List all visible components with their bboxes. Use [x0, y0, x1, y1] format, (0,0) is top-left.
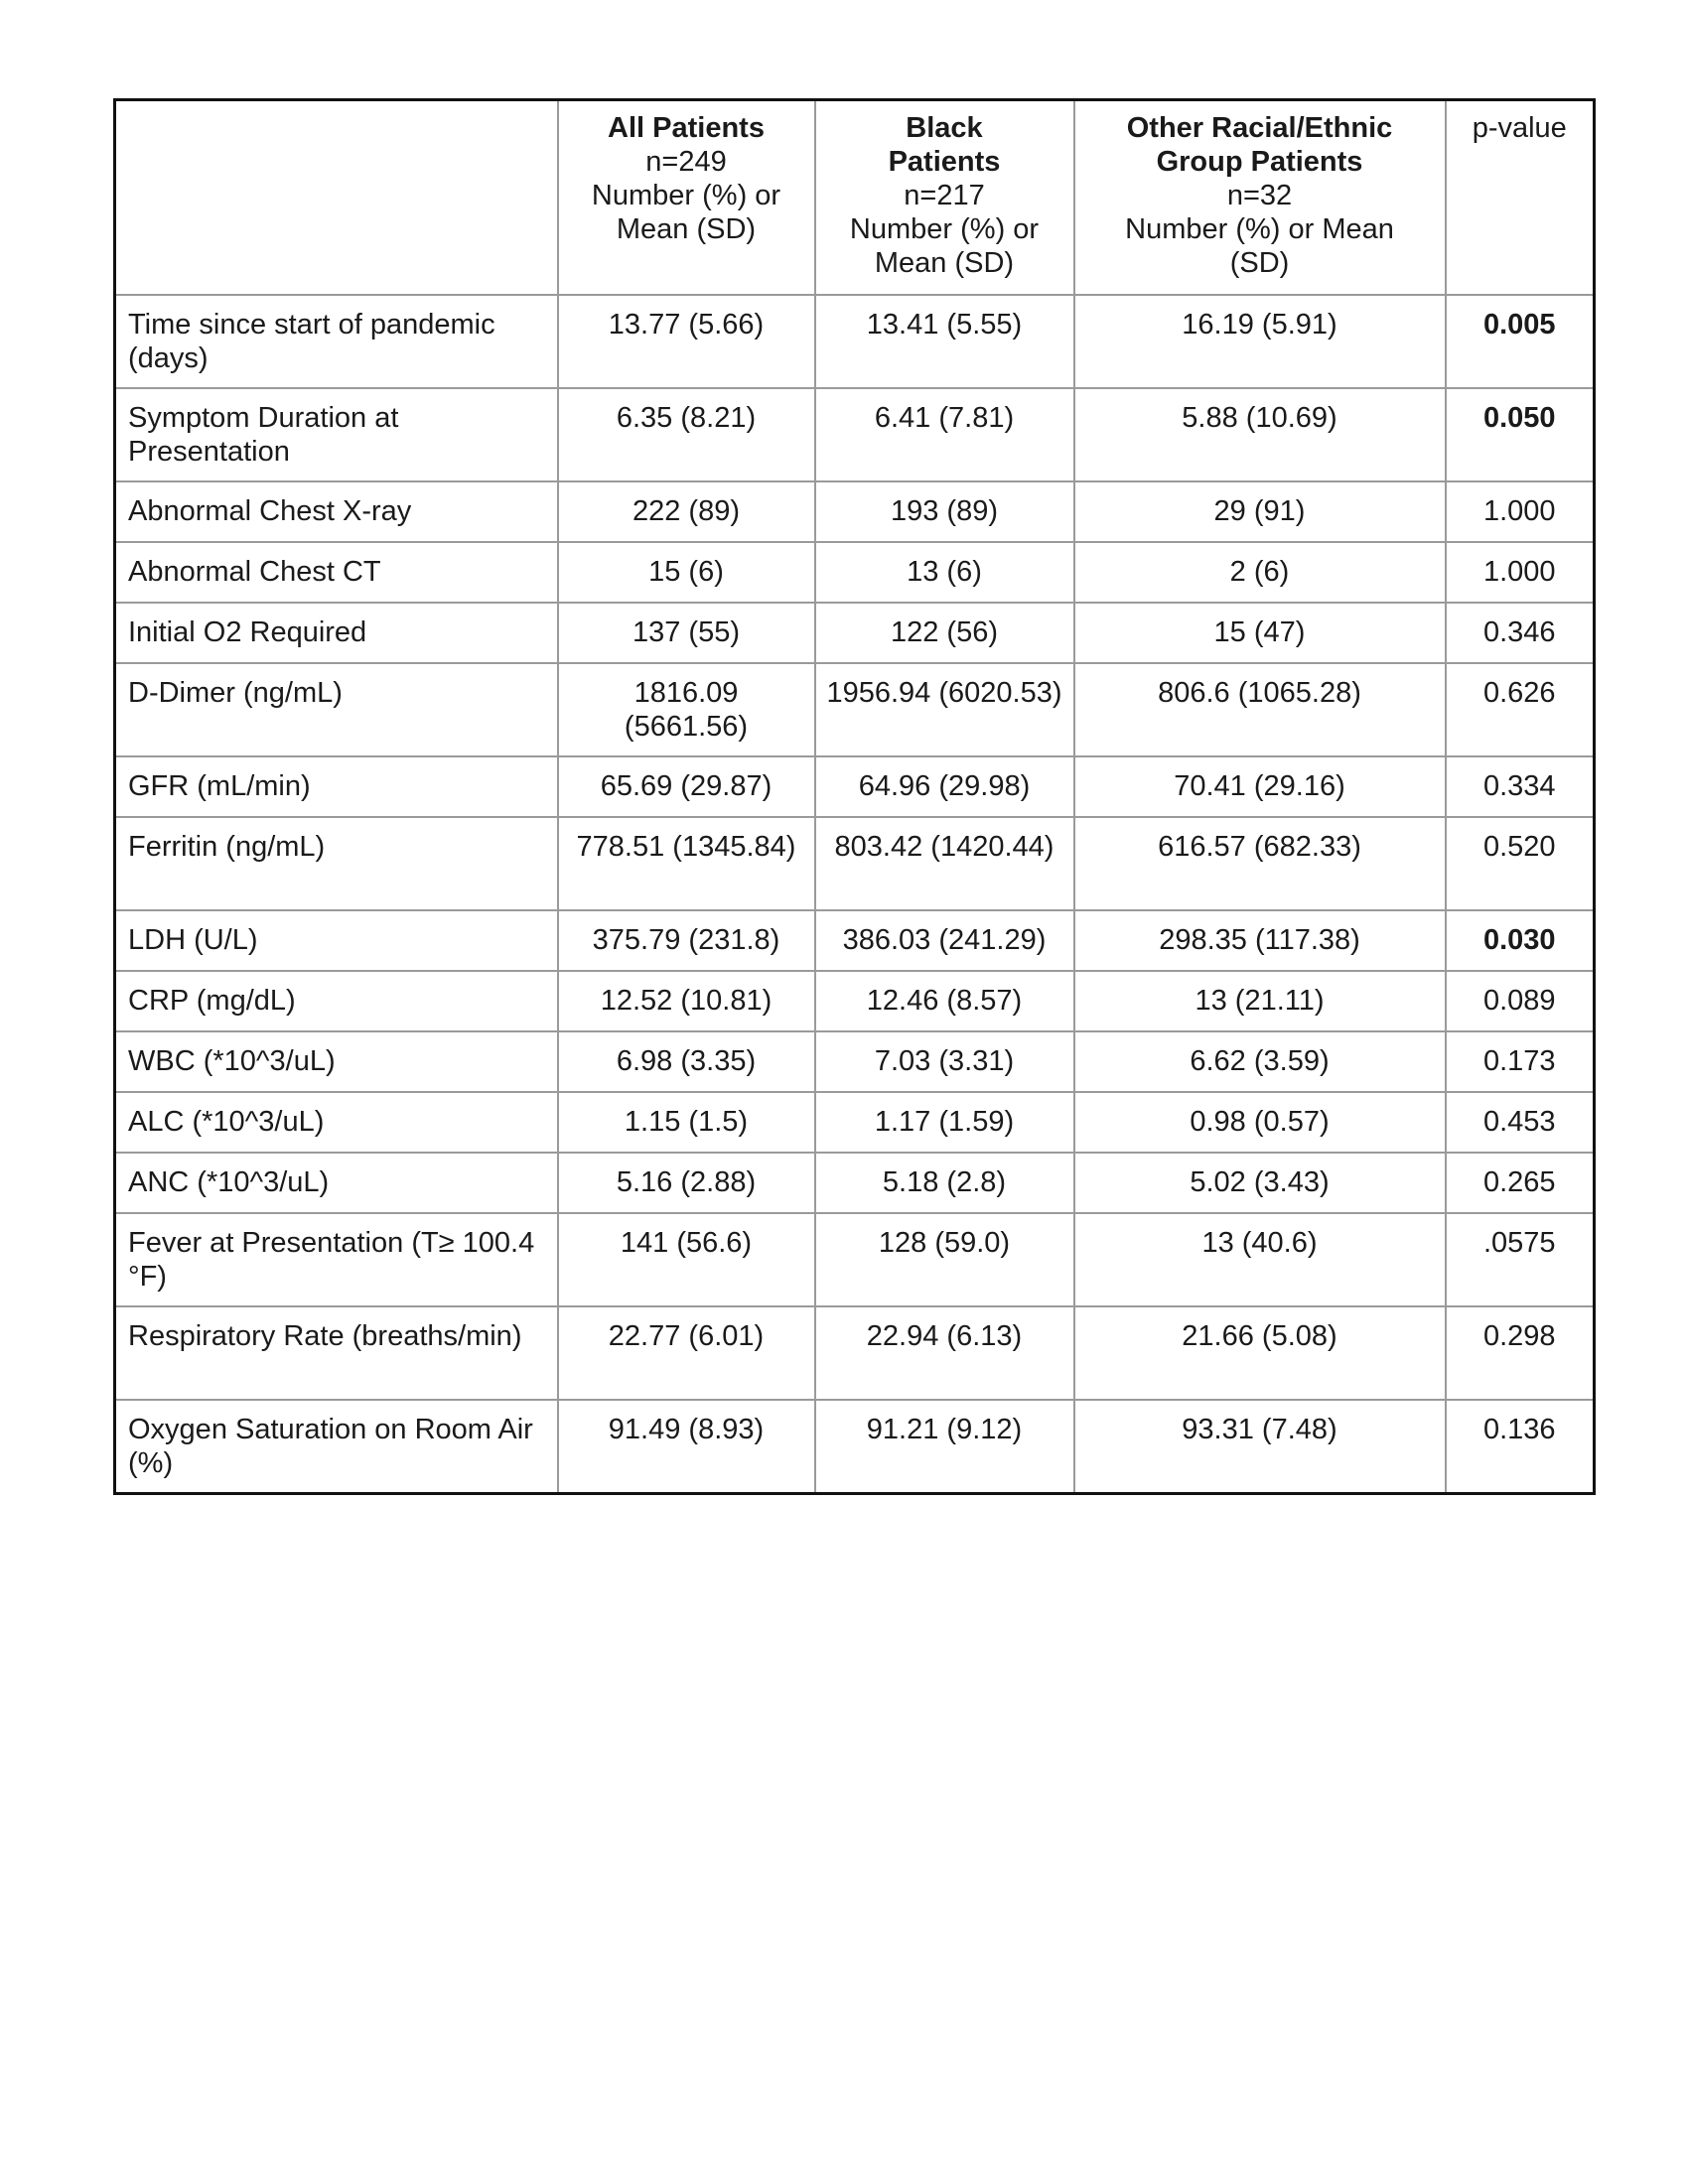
other-patients-value-cell: 5.02 (3.43) — [1074, 1153, 1446, 1213]
row-label-cell: Symptom Duration at Presentation — [115, 388, 558, 481]
row-label-cell: CRP (mg/dL) — [115, 971, 558, 1031]
other-patients-value-cell: 70.41 (29.16) — [1074, 756, 1446, 817]
table-row — [115, 663, 1595, 756]
black-patients-value-cell: 22.94 (6.13) — [815, 1306, 1074, 1400]
table-row — [115, 971, 1595, 1031]
header-cell-characteristic — [115, 100, 558, 296]
all-patients-value-cell: 6.98 (3.35) — [558, 1031, 815, 1092]
black-patients-value-cell: 5.18 (2.8) — [815, 1153, 1074, 1213]
table-header — [115, 100, 1595, 296]
black-patients-value-cell: 13.41 (5.55) — [815, 295, 1074, 388]
other-patients-value-cell: 29 (91) — [1074, 481, 1446, 542]
table-row — [115, 481, 1595, 542]
p-value-cell: 0.520 — [1446, 817, 1595, 910]
other-patients-value-cell: 2 (6) — [1074, 542, 1446, 603]
p-value-cell: 0.298 — [1446, 1306, 1595, 1400]
row-label-cell: ALC (*10^3/uL) — [115, 1092, 558, 1153]
patient-characteristics-table — [113, 98, 1596, 1495]
black-patients-value-cell: 193 (89) — [815, 481, 1074, 542]
row-label-cell: GFR (mL/min) — [115, 756, 558, 817]
table-row — [115, 910, 1595, 971]
p-value-cell: 0.453 — [1446, 1092, 1595, 1153]
row-label-cell: Abnormal Chest X-ray — [115, 481, 558, 542]
p-value-cell: 0.334 — [1446, 756, 1595, 817]
header-plain-text: n=32 Number (%) or Mean (SD) — [1125, 180, 1394, 279]
all-patients-value-cell: 375.79 (231.8) — [558, 910, 815, 971]
all-patients-value-cell: 13.77 (5.66) — [558, 295, 815, 388]
black-patients-value-cell: 1956.94 (6020.53) — [815, 663, 1074, 756]
other-patients-value-cell: 298.35 (117.38) — [1074, 910, 1446, 971]
black-patients-value-cell: 128 (59.0) — [815, 1213, 1074, 1306]
row-label-cell: Abnormal Chest CT — [115, 542, 558, 603]
black-patients-value-cell: 91.21 (9.12) — [815, 1400, 1074, 1494]
header-cell-p-value — [1446, 100, 1595, 296]
p-value-cell: 0.346 — [1446, 603, 1595, 663]
patient-characteristics-table-container — [113, 98, 1593, 1495]
other-patients-value-cell: 13 (21.11) — [1074, 971, 1446, 1031]
p-value-cell: 0.626 — [1446, 663, 1595, 756]
all-patients-value-cell: 1816.09 (5661.56) — [558, 663, 815, 756]
all-patients-value-cell: 65.69 (29.87) — [558, 756, 815, 817]
row-label-cell: WBC (*10^3/uL) — [115, 1031, 558, 1092]
header-plain-text: p-value — [1472, 112, 1567, 144]
table-row — [115, 1306, 1595, 1400]
header-plain-text: n=217 Number (%) or Mean (SD) — [849, 180, 1040, 279]
p-value-cell: 0.050 — [1446, 388, 1595, 481]
other-patients-value-cell: 5.88 (10.69) — [1074, 388, 1446, 481]
other-patients-value-cell: 21.66 (5.08) — [1074, 1306, 1446, 1400]
table-row — [115, 1092, 1595, 1153]
all-patients-value-cell: 778.51 (1345.84) — [558, 817, 815, 910]
table-row — [115, 295, 1595, 388]
other-patients-value-cell: 616.57 (682.33) — [1074, 817, 1446, 910]
row-label-cell: LDH (U/L) — [115, 910, 558, 971]
other-patients-value-cell: 93.31 (7.48) — [1074, 1400, 1446, 1494]
table-row — [115, 542, 1595, 603]
row-label-cell: Oxygen Saturation on Room Air (%) — [115, 1400, 558, 1494]
row-label-cell: Initial O2 Required — [115, 603, 558, 663]
other-patients-value-cell: 0.98 (0.57) — [1074, 1092, 1446, 1153]
p-value-cell: 1.000 — [1446, 542, 1595, 603]
all-patients-value-cell: 12.52 (10.81) — [558, 971, 815, 1031]
p-value-cell: 1.000 — [1446, 481, 1595, 542]
table-row — [115, 603, 1595, 663]
row-label-cell: Fever at Presentation (T≥ 100.4 °F) — [115, 1213, 558, 1306]
all-patients-value-cell: 5.16 (2.88) — [558, 1153, 815, 1213]
all-patients-value-cell: 137 (55) — [558, 603, 815, 663]
row-label-cell: Respiratory Rate (breaths/min) — [115, 1306, 558, 1400]
black-patients-value-cell: 7.03 (3.31) — [815, 1031, 1074, 1092]
table-body — [115, 295, 1595, 1494]
other-patients-value-cell: 13 (40.6) — [1074, 1213, 1446, 1306]
table-row — [115, 1153, 1595, 1213]
p-value-cell: 0.089 — [1446, 971, 1595, 1031]
black-patients-value-cell: 12.46 (8.57) — [815, 971, 1074, 1031]
row-label-cell: D-Dimer (ng/mL) — [115, 663, 558, 756]
other-patients-value-cell: 6.62 (3.59) — [1074, 1031, 1446, 1092]
black-patients-value-cell: 803.42 (1420.44) — [815, 817, 1074, 910]
table-row — [115, 817, 1595, 910]
row-label-cell: Time since start of pandemic (days) — [115, 295, 558, 388]
table-row — [115, 1031, 1595, 1092]
black-patients-value-cell: 13 (6) — [815, 542, 1074, 603]
black-patients-value-cell: 6.41 (7.81) — [815, 388, 1074, 481]
black-patients-value-cell: 386.03 (241.29) — [815, 910, 1074, 971]
all-patients-value-cell: 91.49 (8.93) — [558, 1400, 815, 1494]
p-value-cell: .0575 — [1446, 1213, 1595, 1306]
all-patients-value-cell: 15 (6) — [558, 542, 815, 603]
p-value-cell: 0.173 — [1446, 1031, 1595, 1092]
all-patients-value-cell: 1.15 (1.5) — [558, 1092, 815, 1153]
p-value-cell: 0.265 — [1446, 1153, 1595, 1213]
header-cell-other-patients — [1074, 100, 1446, 296]
other-patients-value-cell: 15 (47) — [1074, 603, 1446, 663]
p-value-cell: 0.136 — [1446, 1400, 1595, 1494]
all-patients-value-cell: 6.35 (8.21) — [558, 388, 815, 481]
black-patients-value-cell: 64.96 (29.98) — [815, 756, 1074, 817]
header-row — [115, 100, 1595, 296]
table-row — [115, 388, 1595, 481]
header-bold-text: Other Racial/Ethnic Group Patients — [1126, 112, 1393, 178]
p-value-cell: 0.030 — [1446, 910, 1595, 971]
table-row — [115, 1400, 1595, 1494]
header-plain-text: n=249 Number (%) or Mean (SD) — [591, 146, 781, 245]
header-cell-all-patients — [558, 100, 815, 296]
header-bold-text: Black Patients — [888, 112, 1001, 178]
table-row — [115, 756, 1595, 817]
all-patients-value-cell: 222 (89) — [558, 481, 815, 542]
row-label-cell: ANC (*10^3/uL) — [115, 1153, 558, 1213]
other-patients-value-cell: 806.6 (1065.28) — [1074, 663, 1446, 756]
black-patients-value-cell: 1.17 (1.59) — [815, 1092, 1074, 1153]
other-patients-value-cell: 16.19 (5.91) — [1074, 295, 1446, 388]
p-value-cell: 0.005 — [1446, 295, 1595, 388]
all-patients-value-cell: 141 (56.6) — [558, 1213, 815, 1306]
header-bold-text: All Patients — [608, 112, 765, 144]
all-patients-value-cell: 22.77 (6.01) — [558, 1306, 815, 1400]
row-label-cell: Ferritin (ng/mL) — [115, 817, 558, 910]
table-row — [115, 1213, 1595, 1306]
header-cell-black-patients — [815, 100, 1074, 296]
black-patients-value-cell: 122 (56) — [815, 603, 1074, 663]
